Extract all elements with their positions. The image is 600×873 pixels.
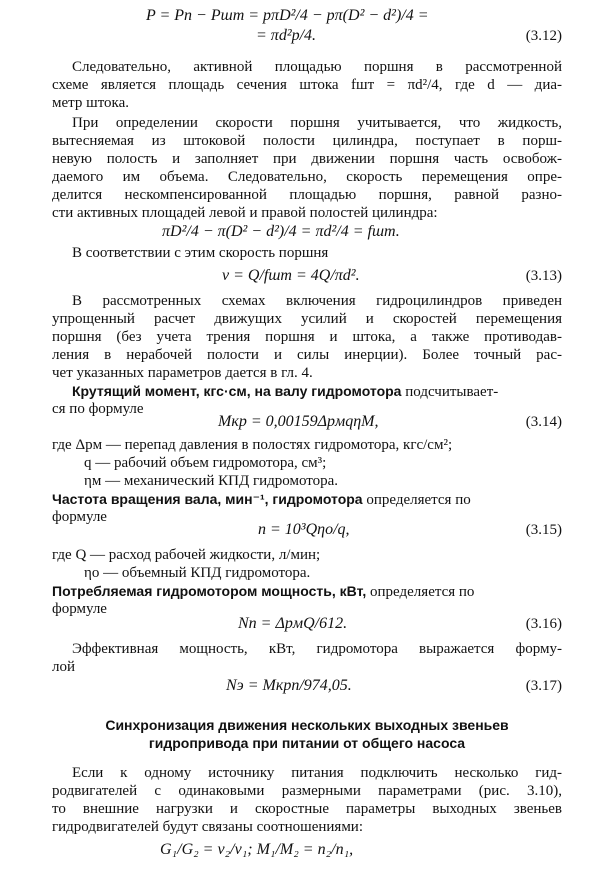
paragraph-last-line-2: родвигателей с одинаковыми размерными параметрами (рис. 3.10),: [52, 783, 562, 799]
speed-intro-line-1: [52, 490, 562, 509]
power-intro-line-1: [52, 582, 562, 601]
paragraph-2-line-5: делится нескомпенсированной площадью поршня, равной разно-: [52, 187, 562, 203]
paragraph-4-line-1: В рассмотренных схемах включения гидроцилиндров приведен: [72, 293, 562, 309]
speed-intro-rest: определяется по: [362, 492, 471, 508]
equation-number-3-13: (3.13): [525, 268, 562, 284]
paragraph-4-line-5: чет указанных параметров дается в гл. 4.: [52, 365, 313, 381]
equation-number-3-15: (3.15): [525, 522, 562, 538]
torque-intro-line-2: ся по формуле: [52, 401, 144, 417]
paragraph-2-line-6: сти активных площадей левой и правой полостей цилиндра:: [52, 205, 438, 221]
torque-where-2: q — рабочий объем гидромотора, см³;: [84, 455, 327, 471]
speed-where-2: ηо — объемный КПД гидромотора.: [84, 565, 311, 581]
effective-line-2: лой: [52, 659, 76, 675]
section-heading-line-1: Синхронизация движения нескольких выходных звеньев: [105, 717, 509, 733]
equation-number-3-17: (3.17): [525, 678, 562, 694]
torque-bold-term: Крутящий момент, кгс·см, на валу гидромотора: [72, 383, 402, 399]
equation-sync-ratios: G₁/G₂ = v₂/v₁; M₁/M₂ = n₂/n₁,: [160, 841, 354, 858]
speed-intro-line-2: формуле: [52, 509, 107, 525]
torque-where-1: где Δpм — перепад давления в полостях гидромотора, кгс/см²;: [52, 437, 453, 453]
paragraph-4-line-2: упрощенный расчет движущих усилий и скоростей перемещения: [52, 311, 562, 327]
speed-bold-term: Частота вращения вала, мин⁻¹, гидромотора: [52, 491, 363, 507]
equation-number-3-16: (3.16): [525, 616, 562, 632]
power-intro-line-2: формуле: [52, 601, 107, 617]
paragraph-4-line-3: поршня (без учета трения поршня и штока, а также противодав-: [52, 329, 562, 345]
torque-where-3: ηм — механический КПД гидромотора.: [84, 473, 339, 489]
paragraph-2-line-1: При определении скорости поршня учитывается, что жидкость,: [72, 115, 562, 131]
paragraph-last-line-4: гидродвигателей будут связаны соотношениями:: [52, 819, 364, 835]
equation-3-13: v = Q/fшт = 4Q/πd².: [222, 267, 360, 284]
paragraph-2-line-2: вытесняемая из штоковой полости цилиндра, поступает в порш-: [52, 133, 562, 149]
paragraph-1-line-3: метр штока.: [52, 95, 130, 111]
equation-number-3-12: (3.12): [525, 28, 562, 44]
paragraph-3: В соответствии с этим скорость поршня: [72, 245, 329, 261]
torque-intro-line-1: [72, 382, 562, 401]
equation-3-17: Nэ = Mкрn/974,05.: [226, 677, 352, 694]
torque-intro-rest: подсчитывает-: [401, 384, 499, 400]
paragraph-last-line-1: Если к одному источнику питания подключить несколько гид-: [72, 765, 562, 781]
paragraph-1-line-2: схеме является площадь сечения штока fшт = πd²/4, где d — диа-: [52, 77, 562, 93]
paragraph-4-line-4: ления в нерабочей полости и силы инерции). Более точный рас-: [52, 347, 562, 363]
effective-line-1: Эффективная мощность, кВт, гидромотора выражается форму-: [72, 641, 562, 657]
equation-3-14: Mкр = 0,00159ΔpмqηМ,: [218, 413, 379, 430]
equation-3-12-line-2: = πd²p/4.: [256, 27, 317, 44]
section-heading-line-2: гидропривода при питании от общего насоса: [148, 735, 466, 751]
equation-3-15: n = 10³Qηо/q,: [258, 521, 350, 538]
power-bold-term: Потребляемая гидромотором мощность, кВт,: [52, 583, 367, 599]
power-intro-rest: определяется по: [366, 584, 475, 600]
equation-area-difference: πD²/4 − π(D² − d²)/4 = πd²/4 = fшт.: [162, 223, 400, 240]
equation-3-16: Nп = ΔpмQ/612.: [238, 615, 348, 632]
equation-number-3-14: (3.14): [525, 414, 562, 430]
paragraph-1-line-1: Следовательно, активной площадью поршня в рассмотренной: [72, 59, 562, 75]
speed-where-1: где Q — расход рабочей жидкости, л/мин;: [52, 547, 321, 563]
paragraph-2-line-3: невую полость и заполняет при движении поршня часть освобож-: [52, 151, 562, 167]
paragraph-last-line-3: то внешние нагрузки и скоростные параметры выходных звеньев: [52, 801, 562, 817]
paragraph-2-line-4: даемого им объема. Следовательно, скорость перемещения опре-: [52, 169, 562, 185]
equation-3-12-line-1: P = Pп − Pшт = pπD²/4 − pπ(D² − d²)/4 =: [146, 7, 429, 24]
